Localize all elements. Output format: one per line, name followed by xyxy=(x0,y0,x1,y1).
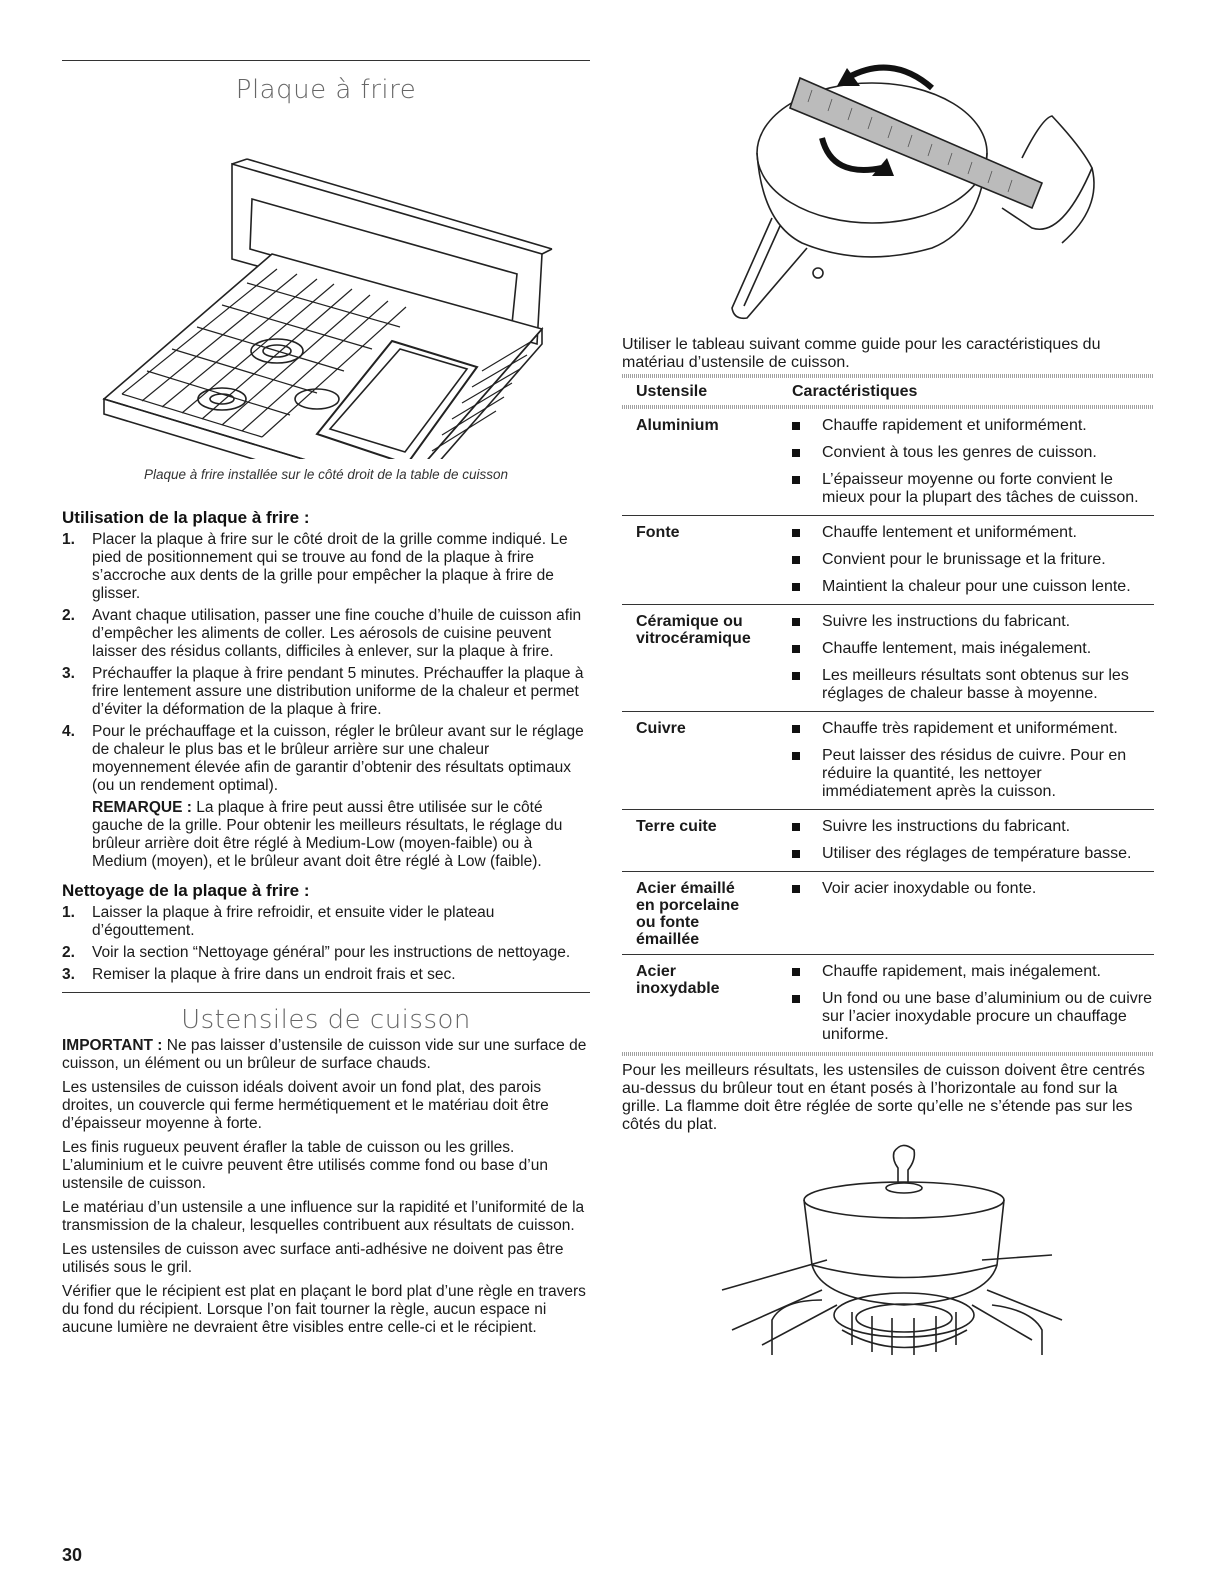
step-text: Remiser la plaque à frire dans un endroit frais et sec. xyxy=(92,966,456,983)
table-row xyxy=(622,872,1154,955)
step-text: Pour le préchauffage et la cuisson, régler le brûleur avant sur le réglage de chaleur le plus bas et le brûleur arrière sur une chaleur moyennement élevée afin de garantir d’obtenir des résultats optimaux (ou un rendement optimal). xyxy=(92,723,584,794)
material-features xyxy=(792,720,1154,803)
feature-text: Convient pour le brunissage et la friture. xyxy=(822,551,1106,568)
feature-item xyxy=(792,720,1154,738)
important-text: Ne pas laisser d’ustensile de cuisson vide sur une surface de cuisson, un élément ou un brûleur de surface chauds. xyxy=(62,1037,587,1072)
bullet-square-icon xyxy=(792,672,800,680)
material-name: Acier inoxydable xyxy=(636,963,720,997)
cookware-paragraph: Les finis rugueux peuvent érafler la table de cuisson ou les grilles. L’aluminium et le cuivre peuvent être utilisés comme fond ou base d’un ustensile de cuisson. xyxy=(62,1139,548,1192)
feature-item xyxy=(792,417,1154,435)
feature-item xyxy=(792,990,1154,1044)
table-intro: Utiliser le tableau suivant comme guide pour les caractéristiques du matériau d’ustensile de cuisson. xyxy=(622,336,1101,371)
feature-text: Chauffe rapidement et uniformément. xyxy=(822,417,1087,434)
bullet-square-icon xyxy=(792,422,800,430)
bullet-square-icon xyxy=(792,645,800,653)
table-row xyxy=(622,516,1154,605)
feature-item xyxy=(792,471,1154,507)
table-outro: Pour les meilleurs résultats, les ustensiles de cuisson doivent être centrés au-dessus du brûleur tout en étant posés à l’horizontale au fond sur la grille. La flamme doit être réglée de sorte qu’elle ne s’étende pas sur les côtés du plat. xyxy=(622,1062,1145,1133)
feature-item xyxy=(792,613,1154,631)
feature-text: Chauffe lentement, mais inégalement. xyxy=(822,640,1092,657)
step-text: Voir la section “Nettoyage général” pour les instructions de nettoyage. xyxy=(92,944,571,961)
table-row xyxy=(622,810,1154,872)
table-header-rule xyxy=(622,405,1154,409)
table-header xyxy=(622,378,1154,405)
cookware-paragraph: Les ustensiles de cuisson avec surface anti-adhésive ne doivent pas être utilisés sous le gril. xyxy=(62,1241,564,1276)
bullet-square-icon xyxy=(792,476,800,484)
cookware-material-table xyxy=(622,374,1154,1056)
bullet-square-icon xyxy=(792,968,800,976)
list-item xyxy=(62,723,590,871)
feature-text: Voir acier inoxydable ou fonte. xyxy=(822,880,1037,897)
pot-on-burner-illustration xyxy=(622,1140,1154,1370)
step-text: Préchauffer la plaque à frire pendant 5 minutes. Préchauffer la plaque à frire lentement assure une distribution uniforme de la chaleur et permet d’éviter la déformation de la plaque à frire. xyxy=(92,665,584,718)
bullet-square-icon xyxy=(792,885,800,893)
feature-text: Chauffe rapidement, mais inégalement. xyxy=(822,963,1101,980)
feature-item xyxy=(792,667,1154,703)
left-column xyxy=(62,60,590,1343)
feature-text: Utiliser des réglages de température basse. xyxy=(822,845,1132,862)
step-text: Avant chaque utilisation, passer une fine couche d’huile de cuisson afin d’empêcher les aliments de coller. Les aérosols de cuisine peuvent laisser des résidus collants, difficiles à enlever, sur la plaque à frire. xyxy=(92,607,582,660)
list-item xyxy=(62,904,590,940)
feature-text: Suivre les instructions du fabricant. xyxy=(822,818,1071,835)
table-row xyxy=(622,955,1154,1052)
cookware-section-title: Ustensiles de cuisson xyxy=(181,1005,471,1035)
list-item xyxy=(62,531,590,603)
step-number: 3. xyxy=(62,665,75,682)
table-row xyxy=(622,712,1154,810)
bullet-square-icon xyxy=(792,752,800,760)
bullet-square-icon xyxy=(792,823,800,831)
material-name: Terre cuite xyxy=(636,818,717,835)
griddle-note xyxy=(92,799,590,871)
bullet-square-icon xyxy=(792,618,800,626)
feature-item xyxy=(792,640,1154,658)
griddle-cleaning-steps xyxy=(62,904,590,984)
list-item xyxy=(62,966,590,984)
feature-text: Peut laisser des résidus de cuivre. Pour en réduire la quantité, les nettoyer immédiatement après la cuisson. xyxy=(822,747,1127,800)
feature-item xyxy=(792,578,1154,596)
feature-item xyxy=(792,551,1154,569)
griddle-figure-caption: Plaque à frire installée sur le côté droit de la table de cuisson xyxy=(144,467,508,482)
page-number: 30 xyxy=(62,1545,83,1565)
table-row xyxy=(622,605,1154,712)
list-item xyxy=(62,944,590,962)
column-header-material: Ustensile xyxy=(636,383,708,400)
note-label: REMARQUE : xyxy=(92,799,192,816)
column-header-features: Caractéristiques xyxy=(792,383,918,400)
step-number: 1. xyxy=(62,531,75,548)
table-top-rule xyxy=(622,374,1154,378)
griddle-section-title: Plaque à frire xyxy=(235,75,417,105)
note-text: La plaque à frire peut aussi être utilisée sur le côté gauche de la grille. Pour obtenir les meilleurs résultats, le réglage du brûleur arrière doit être réglé à Medium-Low (moyen-faible) ou à Medium (moyen), et le brûleur avant doit être réglé à Low (faible). xyxy=(92,799,563,870)
cookware-paragraph: Les ustensiles de cuisson idéals doivent avoir un fond plat, des parois droites, un couvercle qui ferme hermétiquement et le matériau doit être d’épaisseur moyenne à forte. xyxy=(62,1079,549,1132)
bullet-square-icon xyxy=(792,556,800,564)
top-rule xyxy=(62,60,590,61)
feature-text: Chauffe lentement et uniformément. xyxy=(822,524,1077,541)
bullet-square-icon xyxy=(792,850,800,858)
feature-item xyxy=(792,818,1154,836)
material-features xyxy=(792,880,1154,948)
material-features xyxy=(792,613,1154,705)
feature-text: Suivre les instructions du fabricant. xyxy=(822,613,1071,630)
bullet-square-icon xyxy=(792,583,800,591)
step-text: Placer la plaque à frire sur le côté droit de la grille comme indiqué. Le pied de positionnement qui se trouve au fond de la plaque à frire s’accroche aux dents de la grille pour empêcher la plaque à frire de glisser. xyxy=(92,531,568,602)
step-number: 4. xyxy=(62,723,75,740)
feature-text: L’épaisseur moyenne ou forte convient le mieux pour la plupart des tâches de cuisson. xyxy=(822,471,1139,506)
step-number: 2. xyxy=(62,944,75,961)
material-name: Céramique ou vitrocéramique xyxy=(636,613,751,647)
important-paragraph xyxy=(62,1037,590,1073)
bullet-square-icon xyxy=(792,725,800,733)
feature-text: Les meilleurs résultats sont obtenus sur les réglages de chaleur basse à moyenne. xyxy=(822,667,1129,702)
important-label: IMPORTANT : xyxy=(62,1037,163,1054)
section-divider xyxy=(62,992,590,993)
material-features xyxy=(792,818,1154,865)
feature-text: Un fond ou une base d’aluminium ou de cuivre sur l’acier inoxydable procure un chauffage uniforme. xyxy=(822,990,1152,1043)
step-number: 1. xyxy=(62,904,75,921)
material-name: Aluminium xyxy=(636,417,719,434)
material-features xyxy=(792,963,1154,1046)
griddle-cleaning-heading: Nettoyage de la plaque à frire : xyxy=(62,881,310,900)
right-column xyxy=(622,58,1154,1370)
griddle-illustration xyxy=(62,109,590,459)
feature-item xyxy=(792,880,1154,898)
feature-item xyxy=(792,444,1154,462)
bullet-square-icon xyxy=(792,449,800,457)
bullet-square-icon xyxy=(792,529,800,537)
material-name: Acier émaillé en porcelaine ou fonte émaillée xyxy=(636,880,740,948)
pan-ruler-illustration xyxy=(622,58,1154,330)
table-row xyxy=(622,409,1154,516)
step-text: Laisser la plaque à frire refroidir, et ensuite vider le plateau d’égouttement. xyxy=(92,904,495,939)
material-features xyxy=(792,524,1154,598)
feature-item xyxy=(792,747,1154,801)
griddle-use-heading: Utilisation de la plaque à frire : xyxy=(62,508,310,527)
step-number: 2. xyxy=(62,607,75,624)
griddle-use-steps xyxy=(62,531,590,871)
feature-text: Maintient la chaleur pour une cuisson lente. xyxy=(822,578,1131,595)
material-features xyxy=(792,417,1154,509)
feature-item xyxy=(792,845,1154,863)
cookware-paragraph: Vérifier que le récipient est plat en plaçant le bord plat d’une règle en travers du fond du récipient. Lorsque l’on fait tourner la règle, aucun espace ni aucune lumière ne devraient être visibles entre celle-ci et le récipient. xyxy=(62,1283,586,1336)
feature-text: Convient à tous les genres de cuisson. xyxy=(822,444,1097,461)
step-number: 3. xyxy=(62,966,75,983)
list-item xyxy=(62,665,590,719)
list-item xyxy=(62,607,590,661)
material-name: Fonte xyxy=(636,524,680,541)
feature-item xyxy=(792,524,1154,542)
table-bottom-rule xyxy=(622,1052,1154,1056)
feature-text: Chauffe très rapidement et uniformément. xyxy=(822,720,1118,737)
feature-item xyxy=(792,963,1154,981)
cookware-paragraph: Le matériau d’un ustensile a une influence sur la rapidité et l’uniformité de la transmission de la chaleur, lesquelles contribuent aux résultats de cuisson. xyxy=(62,1199,585,1234)
material-name: Cuivre xyxy=(636,720,686,737)
bullet-square-icon xyxy=(792,995,800,1003)
